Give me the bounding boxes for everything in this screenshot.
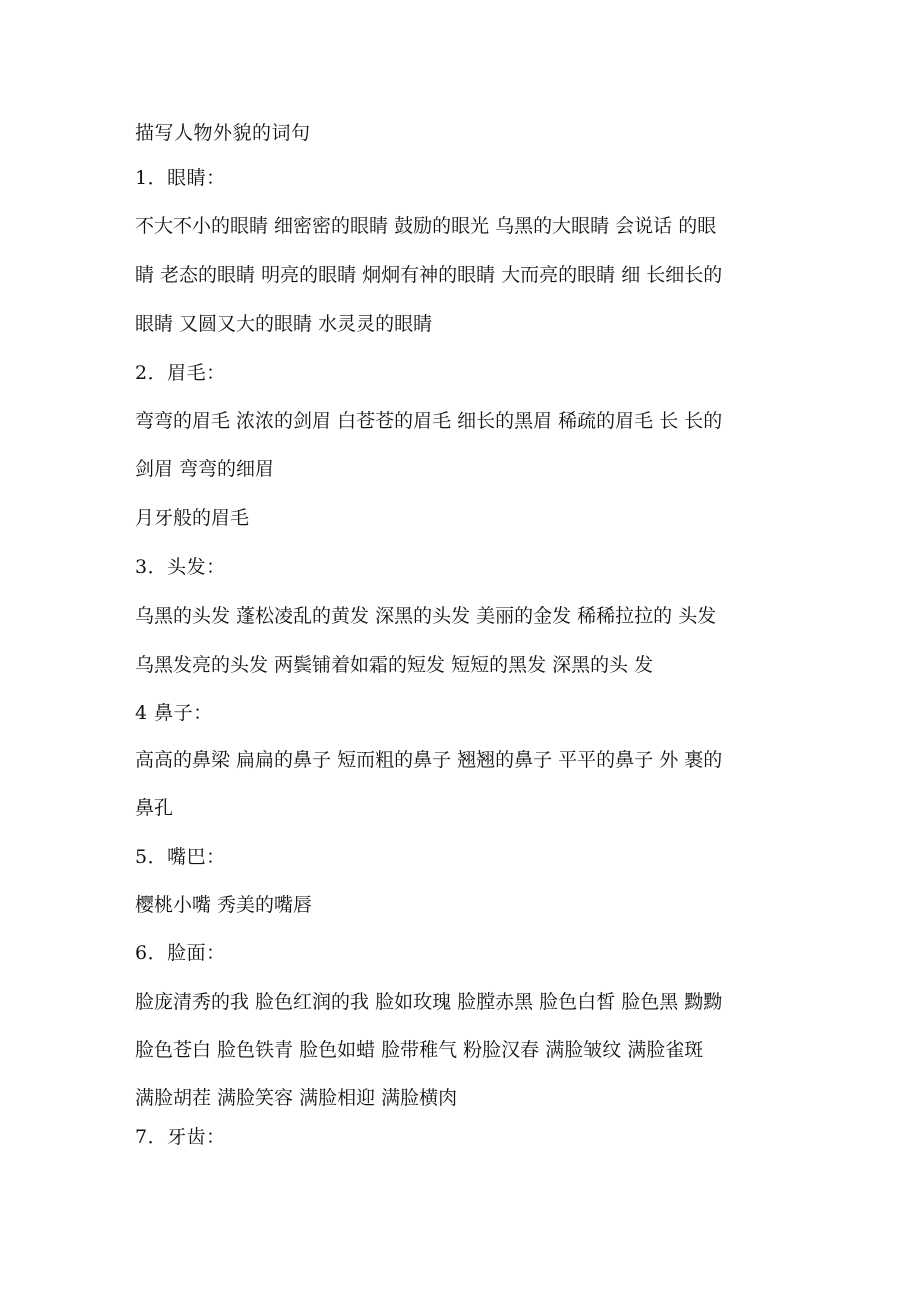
text-line: 睛 老态的眼睛 明亮的眼睛 炯炯有神的眼睛 大而亮的眼睛 细 长细长的 [135, 264, 723, 286]
section-heading-eyebrows: 2．眉毛： [135, 362, 226, 384]
document-title: 描写人物外貌的词句 [135, 122, 311, 144]
section-heading-nose: 4 鼻子： [135, 702, 213, 724]
text-line: 鼻孔 [135, 797, 174, 819]
text-line: 弯弯的眉毛 浓浓的剑眉 白苍苍的眉毛 细长的黑眉 稀疏的眉毛 长 长的 [135, 410, 723, 432]
text-line: 高高的鼻梁 扁扁的鼻子 短而粗的鼻子 翘翘的鼻子 平平的鼻子 外 裹的 [135, 749, 723, 771]
text-line: 眼睛 又圆又大的眼睛 水灵灵的眼睛 [135, 313, 433, 335]
text-line: 不大不小的眼睛 细密密的眼睛 鼓励的眼光 乌黑的大眼睛 会说话 的眼 [135, 215, 717, 237]
section-heading-mouth: 5．嘴巴： [135, 846, 226, 868]
section-heading-face: 6．脸面： [135, 942, 226, 964]
text-line: 乌黑的头发 蓬松凌乱的黄发 深黑的头发 美丽的金发 稀稀拉拉的 头发 [135, 605, 717, 627]
text-line: 剑眉 弯弯的细眉 [135, 458, 275, 480]
section-heading-hair: 3．头发： [135, 556, 226, 578]
text-line: 满脸胡茬 满脸笑容 满脸相迎 满脸横肉 [135, 1087, 458, 1109]
text-line: 脸庞清秀的我 脸色红润的我 脸如玫瑰 脸膛赤黑 脸色白皙 脸色黑 黝黝 [135, 991, 723, 1013]
section-heading-eyes: 1．眼睛： [135, 167, 226, 189]
text-line: 月牙般的眉毛 [135, 507, 250, 529]
text-line: 乌黑发亮的头发 两鬓铺着如霜的短发 短短的黑发 深黑的头 发 [135, 654, 654, 676]
section-heading-teeth: 7．牙齿： [135, 1126, 226, 1148]
text-line: 樱桃小嘴 秀美的嘴唇 [135, 894, 313, 916]
text-line: 脸色苍白 脸色铁青 脸色如蜡 脸带稚气 粉脸汉春 满脸皱纹 满脸雀斑 [135, 1039, 704, 1061]
